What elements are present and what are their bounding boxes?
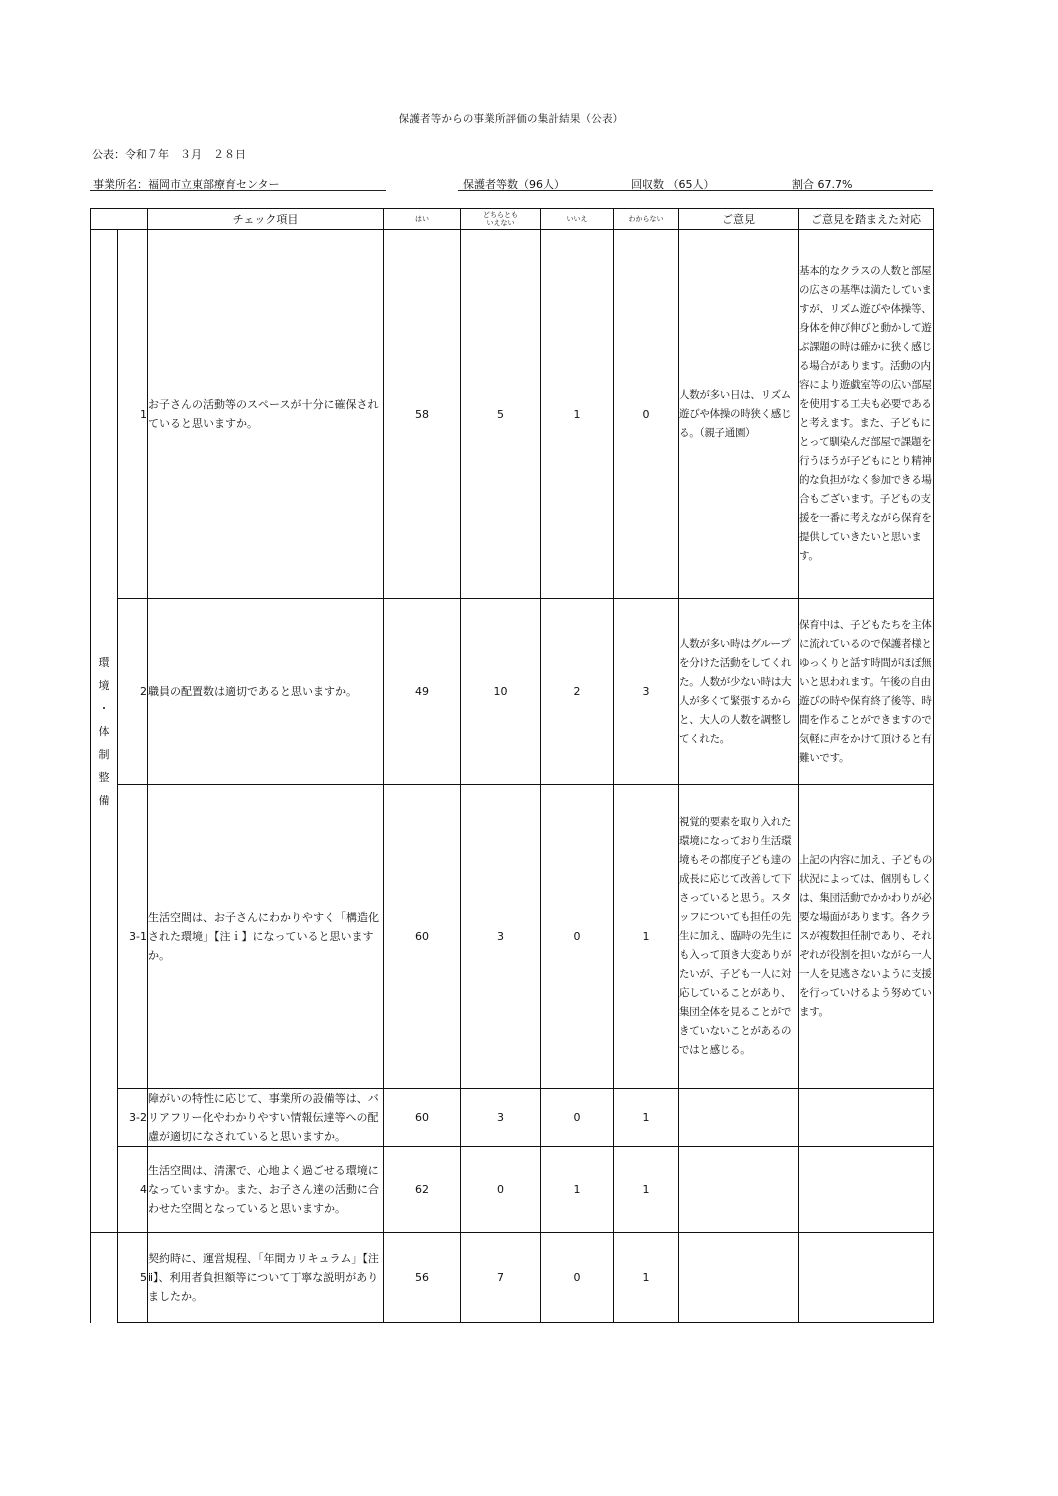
count-no: 0 <box>541 1233 614 1323</box>
facility-name: 事業所名：福岡市立東部療育センター <box>93 178 280 191</box>
survey-table <box>90 208 934 1323</box>
count-unknown: 1 <box>614 1089 679 1147</box>
page-title: 保護者等からの事業所評価の集計結果（公表） <box>398 113 624 125</box>
count-neither: 3 <box>461 785 541 1089</box>
table-row <box>91 230 934 599</box>
category-char: 備 <box>98 793 110 807</box>
count-no: 1 <box>541 1147 614 1233</box>
count-no: 1 <box>541 230 614 599</box>
item-question: 契約時に、運営規程、「年間カリキュラム」【注ⅱ】、利用者負担額等について丁寧な説明がありましたか。 <box>148 1233 384 1323</box>
header-no: いいえ <box>541 209 614 230</box>
count-unknown: 3 <box>614 599 679 785</box>
header-neither <box>461 209 541 230</box>
response-text: 上記の内容に加え、子どもの状況によっては、個別もしくは、集団活動でかかわりが必要な場面があります。各クラスが複数担任制であり、それぞれが役割を担いながら一人一人を見逃さないように支援を行っていけるよう努めています。 <box>799 785 934 1089</box>
count-unknown: 0 <box>614 230 679 599</box>
item-number: 3-2 <box>118 1089 148 1147</box>
header-response: ご意見を踏まえた対応 <box>799 209 934 230</box>
table-row <box>91 599 934 785</box>
opinion-text <box>679 1233 799 1323</box>
header-neither-line1: どちらとも <box>483 211 518 219</box>
category-label <box>91 230 118 1233</box>
count-no: 0 <box>541 1089 614 1147</box>
count-yes: 56 <box>384 1233 461 1323</box>
count-yes: 60 <box>384 785 461 1089</box>
summary-underline <box>458 190 933 191</box>
item-number: 3-1 <box>118 785 148 1089</box>
item-question: お子さんの活動等のスペースが十分に確保されていると思いますか。 <box>148 230 384 599</box>
count-neither: 10 <box>461 599 541 785</box>
item-question: 生活空間は、お子さんにわかりやすく「構造化された環境」【注ｉ】になっていると思いますか。 <box>148 785 384 1089</box>
header-blank <box>91 209 148 230</box>
header-yes: はい <box>384 209 461 230</box>
count-unknown: 1 <box>614 1147 679 1233</box>
table-header-row <box>91 209 934 230</box>
opinion-text: 視覚的要素を取り入れた環境になっており生活環境もその都度子ども達の成長に応じて改善して下さっていると思う。スタッフについても担任の先生に加え、臨時の先生にも入って頂き大変ありがたいが、子ども一人に対応していることがあり、集団全体を見ることができていないことがあるのではと感じる。 <box>679 785 799 1089</box>
publication-date: 公表：令和７年 ３月 ２８日 <box>92 148 246 161</box>
count-unknown: 1 <box>614 785 679 1089</box>
header-check-item: チェック項目 <box>148 209 384 230</box>
count-neither: 7 <box>461 1233 541 1323</box>
opinion-text: 人数が多い日は、リズム遊びや体操の時狭く感じる。（親子通園） <box>679 230 799 599</box>
table-row <box>91 1233 934 1323</box>
count-neither: 3 <box>461 1089 541 1147</box>
count-no: 2 <box>541 599 614 785</box>
count-neither: 0 <box>461 1147 541 1233</box>
item-number: 4 <box>118 1147 148 1233</box>
table-row <box>91 1147 934 1233</box>
count-yes: 60 <box>384 1089 461 1147</box>
count-yes: 62 <box>384 1147 461 1233</box>
opinion-text <box>679 1089 799 1147</box>
guardian-count: 保護者等数（96人） <box>463 178 565 191</box>
response-text <box>799 1233 934 1323</box>
response-text <box>799 1147 934 1233</box>
count-unknown: 1 <box>614 1233 679 1323</box>
category-char: 制 <box>98 747 110 761</box>
category-char: 環 <box>98 655 110 669</box>
category-char: 整 <box>98 770 110 784</box>
response-text: 保育中は、子どもたちを主体に流れているので保護者様とゆっくりと話す時間がほぼ無いと思われます。午後の自由遊びの時や保育終了後等、時間を作ることができますので気軽に声をかけて頂けると有難いです。 <box>799 599 934 785</box>
item-number: 2 <box>118 599 148 785</box>
count-no: 0 <box>541 785 614 1089</box>
category-label-next <box>91 1233 118 1323</box>
count-yes: 58 <box>384 230 461 599</box>
opinion-text <box>679 1147 799 1233</box>
count-yes: 49 <box>384 599 461 785</box>
item-question: 障がいの特性に応じて、事業所の設備等は、バリアフリー化やわかりやすい情報伝達等への配慮が適切になされていると思いますか。 <box>148 1089 384 1147</box>
response-text <box>799 1089 934 1147</box>
response-text: 基本的なクラスの人数と部屋の広さの基準は満たしていますが、リズム遊びや体操等、身体を伸び伸びと動かして遊ぶ課題の時は確かに狭く感じる場合があります。活動の内容により遊戯室等の広い部屋を使用する工夫も必要であると考えます。また、子どもにとって馴染んだ部屋で課題を行うほうが子どもにとり精神的な負担がなく参加できる場合もございます。子どもの支援を一番に考えながら保育を提供していきたいと思います。 <box>799 230 934 599</box>
table-row <box>91 1089 934 1147</box>
item-number: 1 <box>118 230 148 599</box>
table-row <box>91 785 934 1089</box>
opinion-text: 人数が多い時はグループを分けた活動をしてくれた。人数が少ない時は大人が多くて緊張するからと、大人の人数を調整してくれた。 <box>679 599 799 785</box>
item-question: 生活空間は、清潔で、心地よく過ごせる環境になっていますか。また、お子さん達の活動に合わせた空間となっていると思いますか。 <box>148 1147 384 1233</box>
count-neither: 5 <box>461 230 541 599</box>
response-count: 回収数 （65人） <box>631 178 715 191</box>
item-number: 5 <box>118 1233 148 1323</box>
header-neither-line2: いえない <box>486 219 515 227</box>
response-ratio: 割合 67.7% <box>792 178 853 191</box>
category-char: 体 <box>98 724 110 738</box>
item-question: 職員の配置数は適切であると思いますか。 <box>148 599 384 785</box>
category-char: 境 <box>98 678 110 692</box>
category-char: ・ <box>98 701 110 715</box>
header-opinion: ご意見 <box>679 209 799 230</box>
facility-underline <box>90 190 386 191</box>
header-unknown: わからない <box>614 209 679 230</box>
